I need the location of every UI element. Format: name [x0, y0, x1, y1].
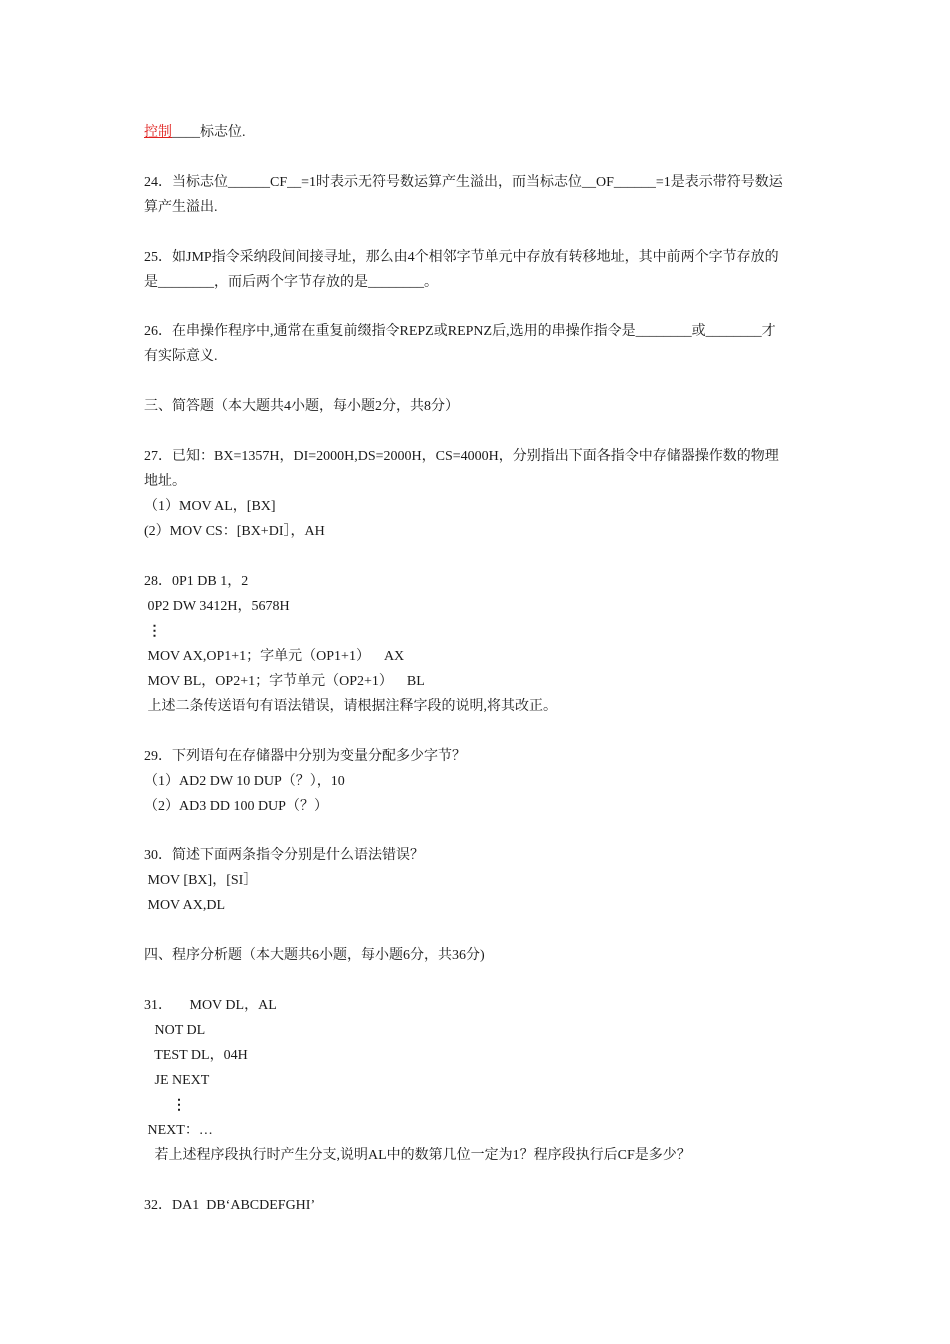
q31-line5: NEXT：…	[144, 1122, 213, 1138]
q28-line2: 0P2 DW 3412H，5678H	[144, 598, 290, 614]
q29-line3: （2）AD3 DD 100 DUP（？）	[144, 798, 328, 814]
vertical-ellipsis-icon: ⋮	[144, 1097, 186, 1113]
q27-line1: 27．已知：BX=1357H，DI=2000H,DS=2000H，CS=4000H，分别指出下面各指令中存储器操作数的物理	[144, 448, 779, 464]
q29-line2: （1）AD2 DW 10 DUP（？），10	[144, 773, 345, 789]
q23-rest: ____标志位.	[172, 125, 246, 140]
q26-line2: 有实际意义.	[144, 349, 218, 365]
vertical-ellipsis-icon: ⋮	[144, 623, 162, 639]
document-page	[144, 120, 814, 1218]
q24-line1: 24．当标志位______CF__=1时表示无符号数运算产生溢出，而当标志位__OF______=1是表示带符号数运	[144, 174, 783, 190]
q28-line3: MOV AX,OP1+1；字单元（OP1+1） AX	[144, 648, 405, 664]
q25-line2: 是________，而后两个字节存放的是________。	[144, 274, 438, 290]
q31-line6: 若上述程序段执行时产生分支,说明AL中的数第几位一定为1？程序段执行后CF是多少？	[144, 1147, 691, 1163]
q30-line1: 30．简述下面两条指令分别是什么语法错误？	[144, 848, 424, 864]
q32-line1: 32．DA1 DB‘ABCDEFGHI’	[144, 1197, 316, 1213]
q29-line1: 29．下列语句在存储器中分别为变量分配多少字节？	[144, 748, 466, 764]
q31-line4: JE NEXT	[144, 1072, 210, 1088]
q25-line1: 25．如JMP指令采纳段间间接寻址，那么由4个相邻字节单元中存放有转移地址，其中前两个字节存放的	[144, 249, 779, 265]
q31-line3: TEST DL，04H	[144, 1047, 248, 1063]
q28-line5: 上述二条传送语句有语法错误，请根据注释字段的说明,将其改正。	[144, 698, 557, 714]
q23-tail	[144, 120, 814, 145]
q28-line4: MOV BL，OP2+1；字节单元（OP2+1） BL	[144, 673, 425, 689]
q30-line3: MOV AX,DL	[144, 898, 226, 914]
q27-line4: (2）MOV CS：[BX+DI］，AH	[144, 523, 325, 539]
q24-line2: 算产生溢出.	[144, 199, 218, 215]
q27-line2: 地址。	[144, 473, 186, 489]
q26-line1: 26．在串操作程序中,通常在重复前缀指令REPZ或REPNZ后,选用的串操作指令是________或________才	[144, 324, 776, 340]
section-3-heading: 三、简答题（本大题共4小题，每小题2分，共8分）	[144, 399, 459, 415]
q31-line2: NOT DL	[144, 1022, 206, 1038]
highlight-word: 控制	[144, 125, 172, 140]
q30-line2: MOV [BX]，[SI］	[144, 873, 258, 889]
q28-line1: 28．0P1 DB 1，2	[144, 573, 249, 589]
q31-line1: 31． MOV DL，AL	[144, 997, 277, 1013]
section-4-heading: 四、程序分析题（本大题共6小题，每小题6分，共36分)	[144, 948, 485, 964]
q27-line3: （1）MOV AL，[BX]	[144, 498, 276, 514]
